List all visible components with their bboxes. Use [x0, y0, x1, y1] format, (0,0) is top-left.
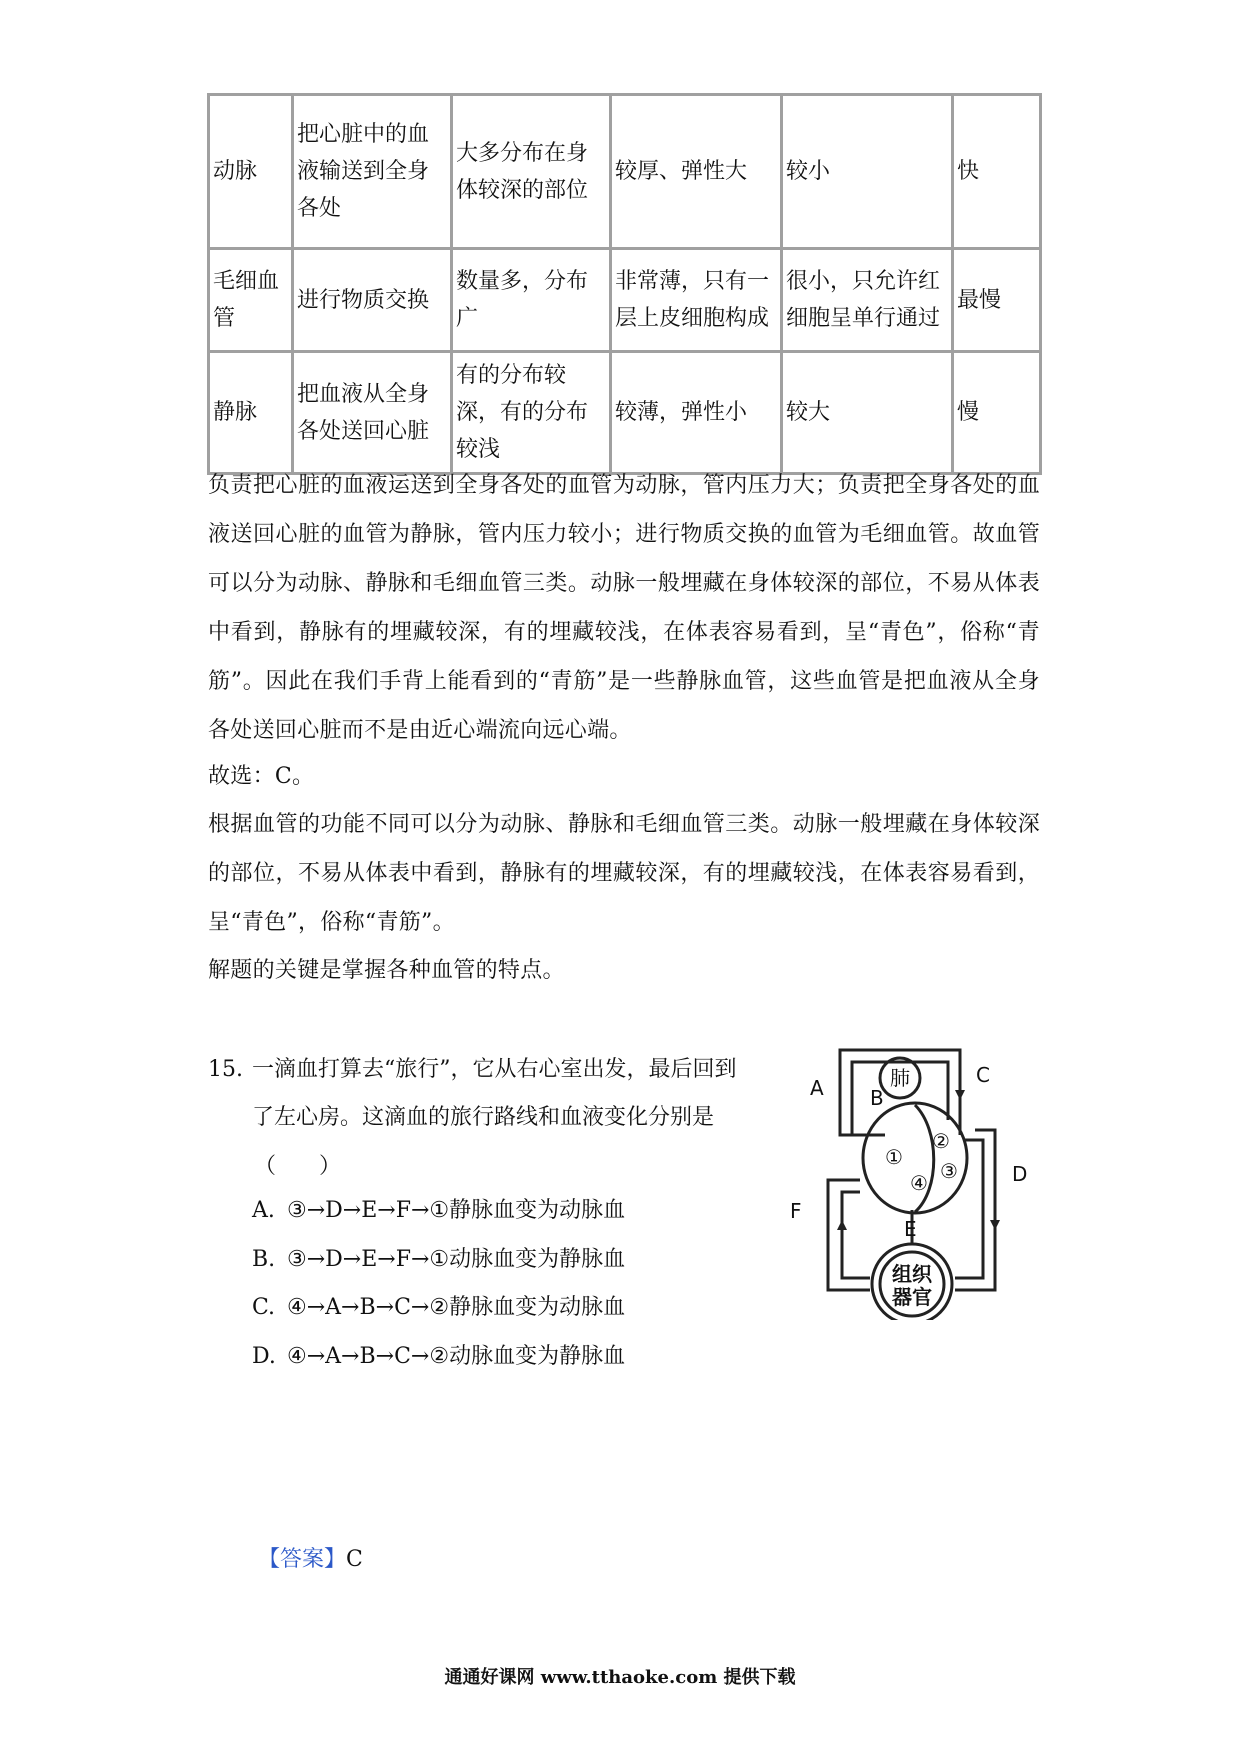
vessel-function-cell: 把血液从全身各处送回心脏 — [293, 352, 452, 474]
vessel-type-cell: 毛细血管 — [209, 249, 293, 352]
option-label: B. — [252, 1247, 276, 1272]
option-label: C. — [252, 1295, 276, 1320]
footer-text: 通通好课网 www.tthaoke.com 提供下载 — [444, 1667, 796, 1688]
label-a: A — [810, 1076, 824, 1100]
vessel-lumen-cell: 很小，只允许红细胞呈单行通过 — [782, 249, 953, 352]
vessel-type-cell: 动脉 — [209, 95, 293, 249]
option-text: ③→D→E→F→①静脉血变为动脉血 — [287, 1198, 626, 1223]
option-text: ④→A→B→C→②动脉血变为静脉血 — [287, 1344, 626, 1369]
answer-tag: 【答案】 — [258, 1547, 347, 1572]
vessel-function-cell: 进行物质交换 — [293, 249, 452, 352]
choice-line: 故选：C。 — [208, 764, 315, 789]
vessel-function-cell: 把心脏中的血液输送到全身各处 — [293, 95, 452, 249]
answer-line — [258, 1540, 363, 1580]
label-c: C — [976, 1063, 990, 1087]
vessel-wall-cell: 较厚、弹性大 — [611, 95, 782, 249]
explanation-paragraph: 负责把心脏的血液运送到全身各处的血管为动脉，管内压力大；负责把全身各处的血液送回心脏的血管为静脉，管内压力较小；进行物质交换的血管为毛细血管。故血管可以分为动脉、静脉和毛细血管三类。动脉一般埋藏在身体较深的部位，不易从体表中看到，静脉有的埋藏较深，有的埋藏较浅，在体表容易看到，呈“青色”，俗称“青筋”。因此在我们手背上能看到的“青筋”是一些静脉血管，这些血管是把血液从全身各处送回心脏而不是由近心端流向远心端。 — [208, 473, 1040, 743]
option-b[interactable] — [252, 1240, 625, 1280]
vessel-flow-cell: 最慢 — [953, 249, 1041, 352]
vessel-distribution-cell: 有的分布较深，有的分布较浅 — [452, 352, 611, 474]
chamber-1-label: ① — [885, 1145, 903, 1169]
lung-label: 肺 — [890, 1066, 910, 1090]
answer-value: C — [346, 1547, 363, 1572]
chamber-4-label: ④ — [910, 1171, 928, 1195]
key-point-line: 解题的关键是掌握各种血管的特点。 — [208, 958, 565, 983]
label-b: B — [870, 1086, 884, 1110]
table-row — [209, 249, 1041, 352]
label-e: E — [904, 1217, 917, 1241]
vessel-flow-cell: 快 — [953, 95, 1041, 249]
vessel-distribution-cell: 大多分布在身体较深的部位 — [452, 95, 611, 249]
vessel-flow-cell: 慢 — [953, 352, 1041, 474]
table-row — [209, 352, 1041, 474]
option-text: ④→A→B→C→②静脉血变为动脉血 — [287, 1295, 626, 1320]
organ-label-line2: 器官 — [892, 1285, 932, 1309]
vessel-lumen-cell: 较大 — [782, 352, 953, 474]
vessel-distribution-cell: 数量多，分布广 — [452, 249, 611, 352]
chamber-3-label: ③ — [940, 1159, 958, 1183]
analysis-paragraph: 根据血管的功能不同可以分为动脉、静脉和毛细血管三类。动脉一般埋藏在身体较深的部位，不易从体表中看到，静脉有的埋藏较深，有的埋藏较浅，在体表容易看到，呈“青色”，俗称“青筋”。 — [208, 812, 1040, 935]
option-text: ③→D→E→F→①动脉血变为静脉血 — [287, 1247, 626, 1272]
vessel-type-cell: 静脉 — [209, 352, 293, 474]
vessel-wall-cell: 较薄，弹性小 — [611, 352, 782, 474]
option-d[interactable] — [252, 1337, 625, 1377]
label-f: F — [790, 1199, 802, 1223]
blood-vessel-table — [207, 93, 1042, 475]
option-c[interactable] — [252, 1288, 625, 1328]
answer-bracket: （ ） — [254, 1154, 359, 1179]
circulation-diagram — [780, 1040, 1050, 1320]
option-a[interactable] — [252, 1191, 625, 1231]
vessel-lumen-cell: 较小 — [782, 95, 953, 249]
organ-label-line1: 组织 — [892, 1262, 932, 1286]
label-d: D — [1012, 1162, 1028, 1186]
table-row — [209, 95, 1041, 249]
question-stem — [208, 1046, 748, 1142]
chamber-2-label: ② — [932, 1129, 950, 1153]
option-label: A. — [252, 1198, 275, 1223]
question-text: 一滴血打算去“旅行”，它从右心室出发，最后回到了左心房。这滴血的旅行路线和血液变化分别是 — [252, 1057, 737, 1130]
vessel-wall-cell: 非常薄，只有一层上皮细胞构成 — [611, 249, 782, 352]
question-number: 15. — [208, 1057, 243, 1082]
option-label: D. — [252, 1344, 276, 1369]
